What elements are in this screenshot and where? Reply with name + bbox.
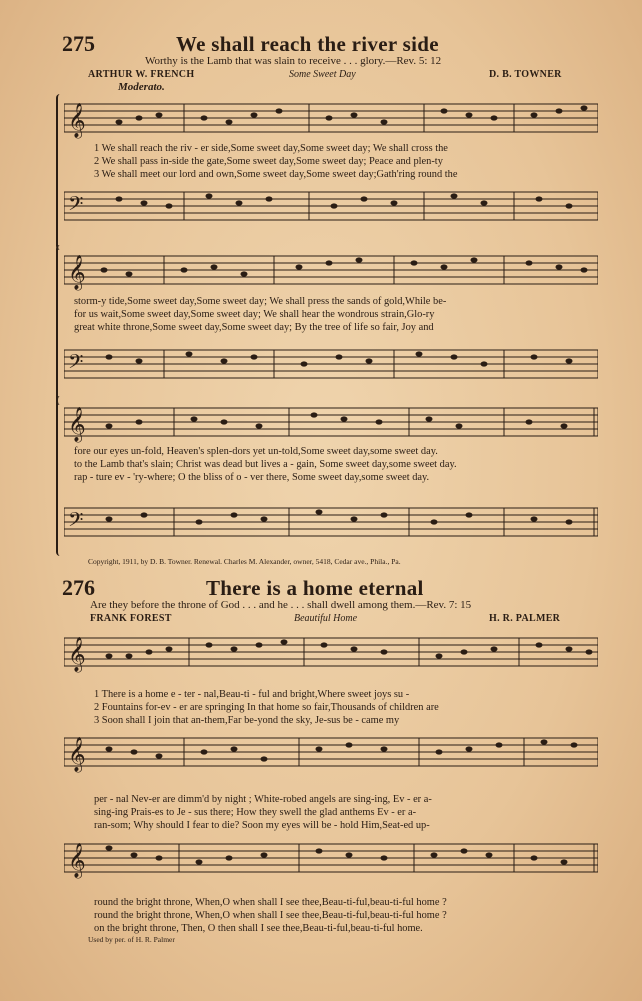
scripture-verse: Are they before the throne of God . . . and he . . . shall dwell among them.—Rev. 7: 15 [90,599,472,611]
bass-staff [64,342,598,386]
composer-credit: D. B. TOWNER [489,69,562,80]
svg-text:𝄞: 𝄞 [68,737,86,772]
lyric-line: 2 We shall pass in-side the gate,Some sweet day,Some sweet day; Peace and plen-ty [94,156,443,167]
lyric-line: rap - ture ev - 'ry-where; O the bliss of o - ver there, Some sweet day,some sweet day. [74,472,430,483]
svg-text:𝄞: 𝄞 [68,637,86,672]
lyric-line: 2 Fountains for-ev - er are springing In that home so fair,Thousands of children are [94,702,439,713]
lyric-line: 3 We shall meet our lord and own,Some sweet day,Some sweet day;Gath'ring round the [94,169,458,180]
copyright-notice: Copyright, 1911, by D. B. Towner. Renewal. Charles M. Alexander, owner, 5418, Cedar ave., Phila., Pa. [88,557,401,566]
lyric-line: per - nal Nev-er are dimm'd by night ; White-robed angels are sing-ing, Ev - er a- [94,794,432,805]
lyricist-credit: ARTHUR W. FRENCH [88,69,195,80]
treble-staff [64,96,598,140]
lyric-line: storm-y tide,Some sweet day,Some sweet day; We shall press the sands of gold,While be- [74,296,447,307]
lyric-line: round the bright throne, When,O when shall I see thee,Beau-ti-ful,beau-ti-ful home ? [94,910,447,921]
hymn-number: 276 [62,575,95,600]
system-brace [56,245,64,405]
svg-text:𝄢: 𝄢 [68,508,84,536]
tune-name: Some Sweet Day [289,69,356,80]
lyric-line: fore our eyes un-fold, Heaven's splen-dors yet un-told,Some sweet day,some sweet day. [74,446,438,457]
lyric-line: round the bright throne, When,O when shall I see thee,Beau-ti-ful,beau-ti-ful home ? [94,897,447,908]
permission-notice: Used by per. of H. R. Palmer [88,935,175,944]
lyric-line: ran-som; Why should I fear to die? Soon my eyes will be - hold Him,Seat-ed up- [94,820,430,831]
system-brace [56,94,64,250]
svg-text:𝄞: 𝄞 [68,843,86,878]
lyric-line: 3 Soon shall I join that an-them,Far be-yond the sky, Je-sus be - came my [94,715,400,726]
svg-text:𝄞: 𝄞 [68,255,86,290]
svg-text:𝄞: 𝄞 [68,407,86,442]
svg-text:𝄢: 𝄢 [68,192,84,220]
lyricist-credit: FRANK FOREST [90,613,172,624]
lyric-line: for us wait,Some sweet day,Some sweet day; We shall hear the wondrous strain,Glo-ry [74,309,435,320]
treble-staff [64,400,598,444]
hymn-number: 275 [62,31,95,56]
lyric-line: sing-ing Prais-es to Je - sus there; How they swell the glad anthems Ev - er a- [94,807,417,818]
lyric-line: 1 There is a home e - ter - nal,Beau-ti - ful and bright,Where sweet joys su - [94,689,410,700]
hymn-title: There is a home eternal [206,576,424,600]
hymn-title: We shall reach the river side [176,32,439,56]
lyric-line: 1 We shall reach the riv - er side,Some sweet day,Some sweet day; We shall cross the [94,143,448,154]
treble-staff [64,248,598,292]
lyric-line: to the Lamb that's slain; Christ was dead but lives a - gain, Some sweet day,some sweet day. [74,459,457,470]
system-brace [56,396,64,556]
bass-staff [64,500,598,544]
composer-credit: H. R. PALMER [489,613,561,624]
lyric-line: on the bright throne, Then, O then shall I see thee,Beau-ti-ful,beau-ti-ful home. [94,923,423,934]
bass-staff [64,184,598,228]
treble-staff [64,836,598,880]
treble-staff [64,730,598,774]
svg-text:𝄢: 𝄢 [68,350,84,378]
lyric-line: great white throne,Some sweet day,Some sweet day; By the tree of life so fair, Joy and [74,322,434,333]
treble-staff [64,630,598,674]
tempo-marking: Moderato. [118,81,165,93]
svg-text:𝄞: 𝄞 [68,103,86,138]
tune-name: Beautiful Home [294,613,358,624]
scripture-verse: Worthy is the Lamb that was slain to receive . . . glory.—Rev. 5: 12 [145,55,442,67]
